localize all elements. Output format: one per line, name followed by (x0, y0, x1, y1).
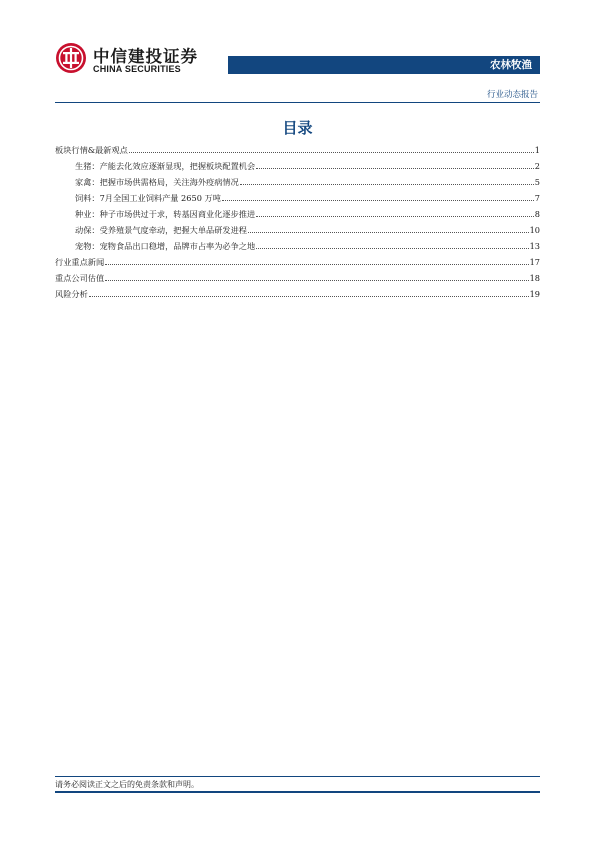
toc-entry-title: 风险分析 (55, 289, 88, 299)
toc-entry-page: 17 (529, 257, 540, 267)
sector-label: 农林牧渔 (490, 59, 532, 71)
toc-entry-page: 10 (529, 225, 540, 235)
logo-chinese-name: 中信建投证券 (93, 47, 198, 66)
company-logo (55, 42, 198, 78)
page-title: 目录 (282, 119, 313, 137)
toc-entry-page: 13 (529, 241, 540, 251)
header-divider (55, 102, 540, 103)
toc-entry-title: 宠物：宠物食品出口稳增，品牌市占率为必争之地 (75, 241, 256, 251)
toc-entry-page: 8 (534, 209, 540, 219)
toc-entry-title: 家禽：把握市场供需格局，关注海外疫病情况 (75, 177, 239, 187)
toc-leader-dots (240, 184, 534, 185)
toc-entry-title: 动保：受养殖景气度牵动，把握大单品研发进程 (75, 225, 247, 235)
toc-leader-dots (256, 168, 534, 169)
footer-divider-thin (55, 776, 540, 777)
toc-entry[interactable] (55, 271, 540, 283)
report-type-label: 行业动态报告 (486, 90, 538, 100)
toc-entry[interactable] (55, 191, 540, 203)
toc-leader-dots (248, 232, 529, 233)
toc-entry-page: 5 (534, 177, 540, 187)
toc-entry-title: 生猪：产能去化效应逐渐显现，把握板块配置机会 (75, 161, 256, 171)
logo-english-name: CHINA SECURITIES (93, 64, 181, 74)
toc-entry[interactable] (55, 255, 540, 267)
china-securities-emblem-icon (55, 42, 87, 74)
toc-entry[interactable] (55, 143, 540, 155)
toc-entry-title: 重点公司估值 (55, 273, 105, 283)
toc-entry[interactable] (55, 287, 540, 299)
toc-entry[interactable] (55, 207, 540, 219)
toc-leader-dots (129, 152, 534, 153)
toc-entry-title: 行业重点新闻 (55, 257, 105, 267)
toc-leader-dots (105, 280, 528, 281)
toc-leader-dots (105, 264, 528, 265)
toc-entry[interactable] (55, 175, 540, 187)
footer-divider-thick (55, 791, 540, 793)
toc-leader-dots (256, 216, 534, 217)
disclaimer-text: 请务必阅读正文之后的免责条款和声明。 (55, 780, 199, 789)
toc-entry-page: 7 (534, 193, 540, 203)
toc-entry[interactable] (55, 159, 540, 171)
toc-entry-page: 18 (529, 273, 540, 283)
toc-leader-dots (222, 200, 534, 201)
toc-leader-dots (89, 296, 529, 297)
toc-entry-page: 1 (534, 145, 540, 155)
toc-entry-page: 19 (529, 289, 540, 299)
toc-leader-dots (256, 248, 528, 249)
sector-banner (228, 56, 540, 74)
toc-entry[interactable] (55, 223, 540, 235)
toc-entry-title: 板块行情&最新观点 (55, 145, 128, 155)
toc-entry-page: 2 (534, 161, 540, 171)
toc-entry-title: 饲料：7月全国工业饲料产量 2650 万吨 (75, 193, 221, 203)
toc-entry-title: 种业：种子市场供过于求，转基因商业化逐步推进 (75, 209, 256, 219)
toc-entry[interactable] (55, 239, 540, 251)
